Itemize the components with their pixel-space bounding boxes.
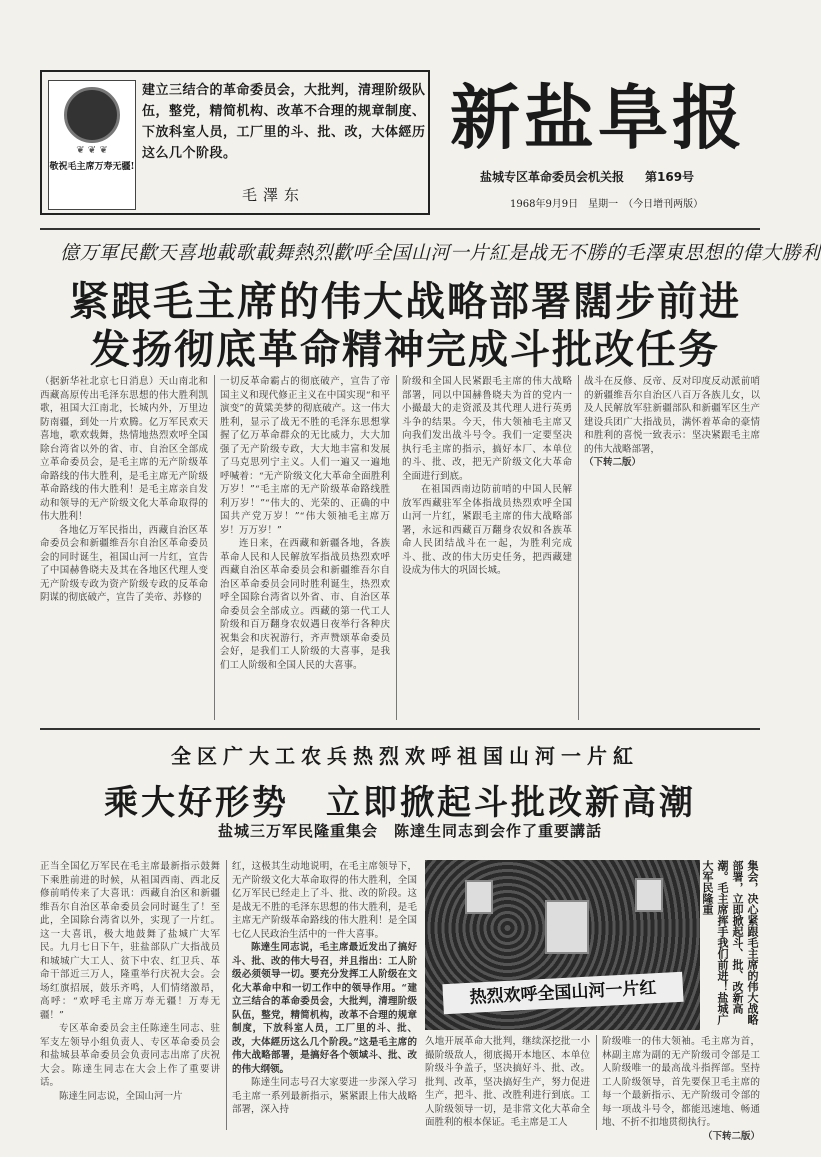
paragraph: 红，这极其生动地说明，在毛主席领导下，无产阶级文化大革命取得的伟大胜利，全国亿万军民已经走上了斗、批、改的阶段。这是战无不胜的毛泽东思想的伟大胜利，是毛主席无产阶级革命路线的伟大胜利！是全国七亿人民政治生活中的一件大喜事。	[232, 861, 417, 940]
paragraph: 连日来，在西藏和新疆各地，各族革命人民和人民解放军指战员热烈欢呼西藏自治区革命委员会和新疆维吾尔自治区革命委员会同时胜利诞生，热烈欢呼全国除台湾省以外省、市、自治区革命委员会全部成立。西藏的第一代工人阶级和百万翻身农奴遇日夜举行各种庆祝集会和庆祝游行，齐声赞颂革命委员会好，是我们工人阶级的大喜事，是我们工人阶级和全国人民的大喜事。	[220, 538, 390, 671]
paragraph: 正当全国亿万军民在毛主席最新指示鼓舞下乘胜前进的时候，从祖国西南、西北反修前哨传来了大喜讯：西藏自治区和新疆维吾尔自治区革命委员会同时诞生了！至此，全国除台湾省以外，实现了一片红。这一大喜讯，极大地鼓舞了盐城广大军民。九月七日下午，驻盐部队广大指战员和城城广大工人、贫下中农、红卫兵、革命干部近三万人，隆重举行庆祝大会。会场红旗招展，鼓乐齐鸣，人们情绪激昂，高呼：“欢呼毛主席万寿无疆！万寿无疆！”	[40, 861, 220, 1021]
portrait-caption: 敬祝毛主席万寿无疆!	[49, 162, 135, 172]
paper-date: 1968年9月9日 星期一 （今日增刊两版）	[510, 199, 704, 210]
quote-signature: 毛澤东	[242, 186, 306, 204]
continue-note: （下转二版）	[702, 1130, 760, 1142]
paragraph: 久地开展革命大批判，继续深挖批一小撮阶级敌人，彻底揭开本地区、本单位阶级斗争盖子，坚决搞好斗、批、改。批判、改革，坚决搞好生产，努力促进生产，把斗、批、改胜利进行到底。工人阶级领导一切，是非常文化大革命全面胜利的根本保证。毛主席是工人	[425, 1036, 590, 1128]
portrait-placard	[635, 878, 663, 912]
paragraph: 陈達生同志说，全国山河一片	[59, 1090, 183, 1102]
portrait-placard	[465, 880, 493, 914]
mao-portrait	[48, 80, 136, 210]
newspaper-page	[40, 70, 821, 1142]
paragraph: 各地亿万军民指出，西藏自治区革命委员会和新疆维吾尔自治区革命委员会的同时诞生，祖国山河一片红，宣告了中国赫鲁晓夫及其在各地区代理人变无产阶级专政为资产阶级专政的反革命阴谋的彻底破产，宣告了美帝、苏修的	[40, 524, 208, 603]
lead-headline-2: 发扬彻底革命精神完成斗批改任务	[90, 327, 720, 373]
paragraph: 阶级和全国人民紧跟毛主席的伟大战略部署，同以中国赫鲁晓夫为首的党内一小撮最大的走资派及其代理人进行英勇斗争的结果。今天，伟大领袖毛主席又向我们发出战斗号令。我们一定要坚决执行毛主席的指示，搞好本厂、本单位的斗、批、改，把无产阶级文化大革命全面进行到底。	[402, 376, 572, 482]
column-rule	[596, 1035, 597, 1130]
continue-note: （下转二版）	[584, 457, 642, 468]
mao-quote: 建立三结合的革命委员会，大批判，清理阶级队伍，整党，精简机构、改革不合理的规章制度、下放科室人员，工厂里的斗、批、改，大体經历这么几个阶段。	[142, 83, 426, 161]
paper-issue: 第169号	[645, 170, 695, 184]
paper-publisher: 盐城专区革命委员会机关报	[480, 170, 625, 184]
photo-banner: 热烈欢呼全国山河一片红	[442, 972, 683, 1015]
column-rule	[578, 375, 579, 720]
portrait-placard	[545, 900, 589, 954]
rally-photo	[425, 860, 700, 1030]
second-column-3	[425, 1035, 590, 1130]
paragraph: 阶级唯一的伟大领袖。毛主席为首，林副主席为副的无产阶级司令部是工人阶级唯一的最高战斗指挥部。坚持工人阶级领导，首先要保卫毛主席的每一个最新指示、无产阶级司令部的每一项战斗号令，都能迅速地、畅通地、不折不扣地贯彻执行。	[602, 1036, 760, 1128]
paragraph: 在祖国西南边防前哨的中国人民解放军西藏驻军全体指战员热烈欢呼全国山河一片红，紧跟毛主席的伟大战略部署，永远和西藏百万翻身农奴和各族革命人民团结战斗在一起，为胜利完成斗、批、改的伟大历史任务，把西藏建设成为伟大的巩固长城。	[402, 484, 572, 576]
lead-column-3	[402, 375, 572, 720]
lead-column-4	[584, 375, 760, 720]
second-subhead: 盐城三万军民隆重集会 陈達生同志到会作了重要講話	[217, 822, 602, 840]
second-column-1	[40, 860, 220, 1130]
paper-name: 新盐阜报	[450, 77, 746, 159]
second-column-2	[232, 860, 417, 1130]
lead-kicker: 億万軍民歡天喜地載歌載舞熱烈歡呼全国山河一片紅是战无不勝的毛澤東思想的偉大勝利	[60, 242, 821, 264]
lead-column-2	[220, 375, 390, 720]
quote-box	[40, 70, 430, 215]
paragraph: 陈達生同志说，毛主席最近发出了搞好斗、批、改的伟大号召，并且指出：工人阶级必须领导一切。要充分发挥工人阶级在文化大革命中和一切工作中的领导作用。“建立三结合的革命委员会，大批判，清理阶级队伍，整党，精简机构，改革不合理的规章制度，下放科室人员，工厂里的斗、批、改，大体經历这么几个阶段。”这是毛主席的伟大战略部署，是搞好各个领域斗、批、改的伟大纲领。	[232, 942, 417, 1075]
second-headline: 乘大好形势 立即掀起斗批改新高潮	[104, 783, 696, 823]
second-column-4	[602, 1035, 760, 1142]
second-kicker: 全区广大工农兵热烈欢呼祖国山河一片紅	[171, 744, 639, 768]
paragraph: （据新华社北京七日消息）天山南北和西藏高原传出毛泽东思想的伟大胜利凯歌，祖国大江南北，长城内外，万里边防南疆，到处一片欢腾。亿万军民欢天喜地，歌欢载舞，热情地热烈欢呼全国除台湾省以外的省、市、自治区全部成立革命委员会，是毛主席的无产阶级革命路线的伟大胜利，是毛主席无产阶级革命路线的伟大胜利！是毛主席亲自发动和领导的无产阶级文化大革命取得的伟大胜利！	[40, 376, 208, 522]
paragraph: 陈達生同志号召大家要进一步深入学习毛主席一系列最新指示，紧紧跟上伟大战略部署，深入持	[232, 1077, 417, 1115]
divider	[40, 228, 760, 230]
paragraph: 一切反革命霸占的彻底破产，宣告了帝国主义和现代修正主义在中国实现“和平演变”的黄粱美梦的彻底破产。这一伟大胜利，显示了战无不胜的毛泽东思想掌握了亿万革命群众的无比威力，大大加强了无产阶级专政，大大地丰富和发展了马克思列宁主义。人们一遍又一遍地呼喊着：“无产阶级文化大革命全面胜利万岁！”“毛主席的无产阶级革命路线胜利万岁！”“伟大的、光荣的、正确的中国共产党万岁！”“伟大领袖毛主席万岁！万万岁！”	[220, 376, 390, 536]
column-rule	[226, 860, 227, 1130]
photo-caption: 集会，决心紧跟毛主席的伟大战略部署，立即掀起斗、批、改新高潮。毛主席挥手我们前进！盐城广大军民隆重	[701, 860, 759, 1025]
paragraph: 战斗在反修、反帝、反对印度反动派前哨的新疆维吾尔自治区八百万各族儿女，以及人民解放军驻新疆部队和新疆军区生产建设兵团广大指战员，满怀着革命的豪情和胜利的喜悦一致表示：坚决紧跟毛主席的伟大战略部署，	[584, 376, 760, 455]
lead-column-1	[40, 375, 208, 720]
laurel-icon: ❦ ❦ ❦	[76, 145, 108, 156]
column-rule	[396, 375, 397, 720]
lead-headline-1: 紧跟毛主席的伟大战略部署闊步前进	[69, 279, 741, 325]
column-rule	[214, 375, 215, 720]
divider	[40, 728, 760, 730]
paragraph: 专区革命委员会主任陈達生同志、驻军支左领导小组负责人、专区革命委员会和盐城县革命委员会负责同志出席了庆祝大会。陈達生同志在大会上作了重要讲话。	[40, 1023, 220, 1088]
portrait-face	[64, 87, 120, 143]
